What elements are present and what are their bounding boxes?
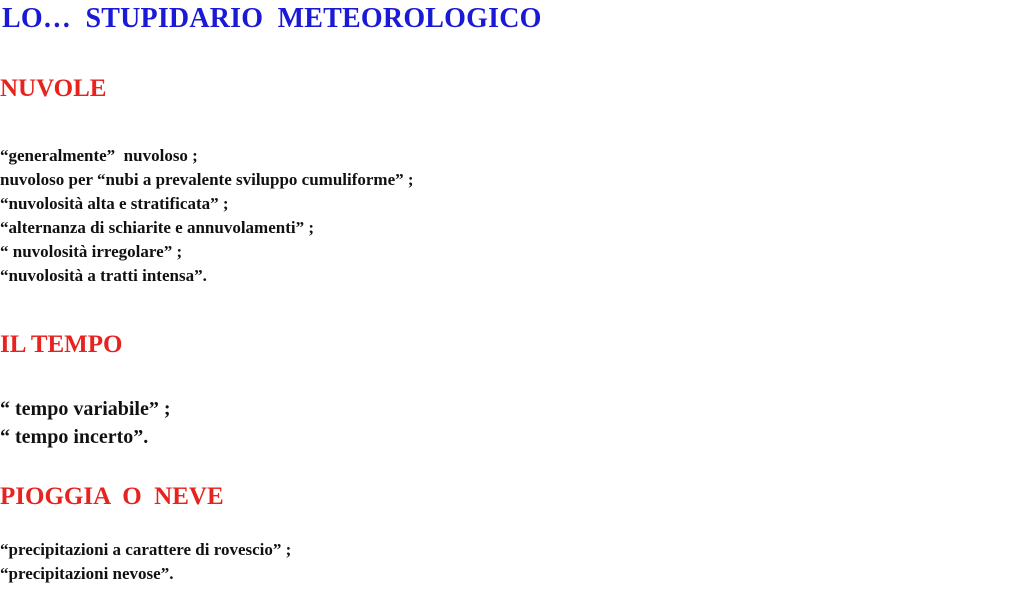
list-item: “nuvolosità alta e stratificata” ;	[0, 194, 229, 213]
list-item: nuvoloso per “nubi a prevalente sviluppo cumuliforme” ;	[0, 170, 414, 189]
list-item: “generalmente” nuvoloso ;	[0, 146, 198, 165]
list-item: “ tempo variabile” ;	[0, 398, 171, 420]
section-heading-pioggia-o-neve: PIOGGIA O NEVE	[0, 483, 224, 510]
section-heading-il-tempo: IL TEMPO	[0, 331, 123, 358]
list-item: “precipitazioni a carattere di rovescio” ;	[0, 540, 292, 559]
document-title: LO… STUPIDARIO METEOROLOGICO	[2, 3, 542, 34]
list-item: “ nuvolosità irregolare” ;	[0, 242, 183, 261]
section-list-nuvole	[0, 144, 414, 288]
list-item: “nuvolosità a tratti intensa”.	[0, 266, 207, 285]
list-item: “alternanza di schiarite e annuvolamenti” ;	[0, 218, 315, 237]
section-list-il-tempo	[0, 395, 171, 451]
list-item: “ tempo incerto”.	[0, 426, 149, 448]
section-heading-nuvole: NUVOLE	[0, 75, 107, 102]
list-item: “precipitazioni nevose”.	[0, 564, 174, 583]
section-list-pioggia-o-neve	[0, 538, 291, 586]
